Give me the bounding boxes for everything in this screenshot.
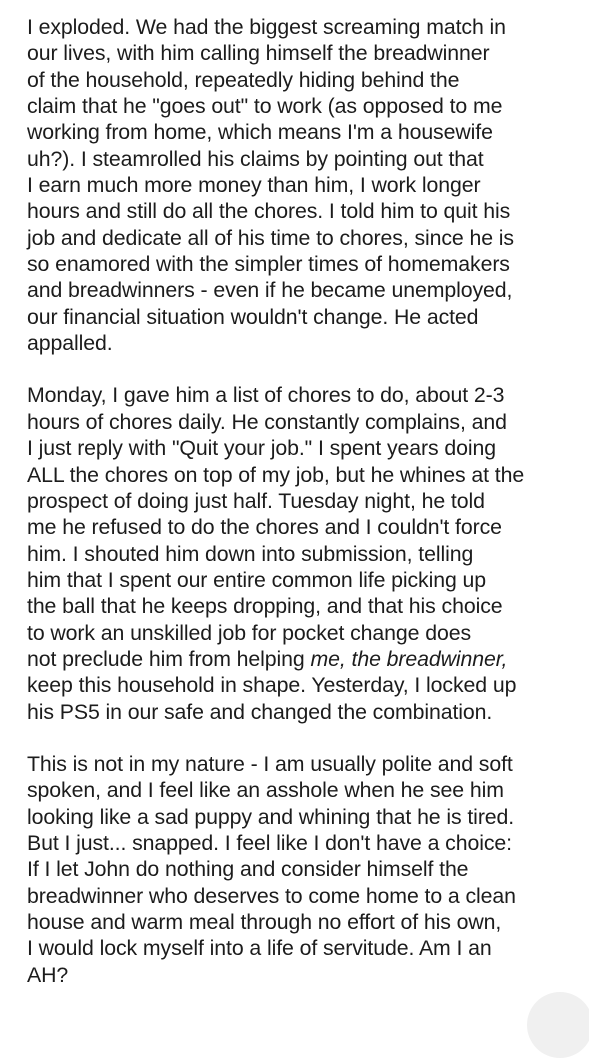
- text-line: appalled.: [27, 331, 113, 356]
- text-line-with-emphasis: [27, 646, 572, 672]
- text-line: Monday, I gave him a list of chores to do, about 2-3: [27, 383, 505, 408]
- text-line: our lives, with him calling himself the breadwinner: [27, 41, 490, 66]
- paragraph-spacer: [27, 725, 572, 751]
- text-line: hours and still do all the chores. I told him to quit his: [27, 199, 511, 224]
- text-line: If I let John do nothing and consider himself the: [27, 857, 469, 882]
- text-line: I earn much more money than him, I work longer: [27, 173, 481, 198]
- text-line: so enamored with the simpler times of homemakers: [27, 252, 510, 277]
- text-line: our financial situation wouldn't change. He acted: [27, 304, 479, 329]
- text-line: prospect of doing just half. Tuesday night, he told: [27, 488, 485, 513]
- text-line: breadwinner who deserves to come home to a clean: [27, 883, 516, 908]
- text-line: hours of chores daily. He constantly complains, and: [27, 409, 507, 434]
- post-body: [27, 14, 572, 988]
- text-line: spoken, and I feel like an asshole when he see him: [27, 778, 504, 803]
- text-line: I just reply with "Quit your job." I spent years doing: [27, 436, 497, 461]
- floating-action-button[interactable]: [527, 992, 589, 1058]
- text-line: of the household, repeatedly hiding behind the: [27, 67, 460, 92]
- text-line: I would lock myself into a life of servitude. Am I an: [27, 936, 492, 961]
- text-line: But I just... snapped. I feel like I don't have a choice:: [27, 830, 512, 855]
- text-line: This is not in my nature - I am usually polite and soft: [27, 751, 513, 776]
- text-line: keep this household in shape. Yesterday, I locked up: [27, 673, 517, 698]
- text-line: the ball that he keeps dropping, and that his choice: [27, 594, 503, 619]
- paragraph-3: [27, 751, 572, 988]
- paragraph-1: [27, 14, 572, 356]
- text-line: ALL the chores on top of my job, but he whines at the: [27, 462, 525, 487]
- text-line: house and warm meal through no effort of his own,: [27, 910, 502, 934]
- text-line: and breadwinners - even if he became unemployed,: [27, 278, 513, 303]
- text-line: job and dedicate all of his time to chores, since he is: [27, 225, 514, 250]
- text-line: to work an unskilled job for pocket change does: [27, 620, 471, 645]
- paragraph-2: [27, 382, 572, 724]
- emphasized-text: me, the breadwinner,: [310, 646, 508, 671]
- text-line: his PS5 in our safe and changed the combination.: [27, 699, 493, 724]
- text-line: him that I spent our entire common life picking up: [27, 567, 487, 592]
- text-line: uh?). I steamrolled his claims by pointing out that: [27, 146, 484, 171]
- text-line: working from home, which means I'm a housewife: [27, 120, 493, 145]
- text-line: me he refused to do the chores and I couldn't force: [27, 515, 502, 540]
- paragraph-spacer: [27, 356, 572, 382]
- text-line: looking like a sad puppy and whining that he is tired.: [27, 804, 515, 829]
- text-line: claim that he "goes out" to work (as opposed to me: [27, 94, 503, 119]
- text-line: I exploded. We had the biggest screaming match in: [27, 15, 506, 39]
- text-segment: not preclude him from helping: [27, 646, 311, 671]
- text-line: him. I shouted him down into submission, telling: [27, 541, 474, 566]
- text-line: AH?: [27, 962, 69, 987]
